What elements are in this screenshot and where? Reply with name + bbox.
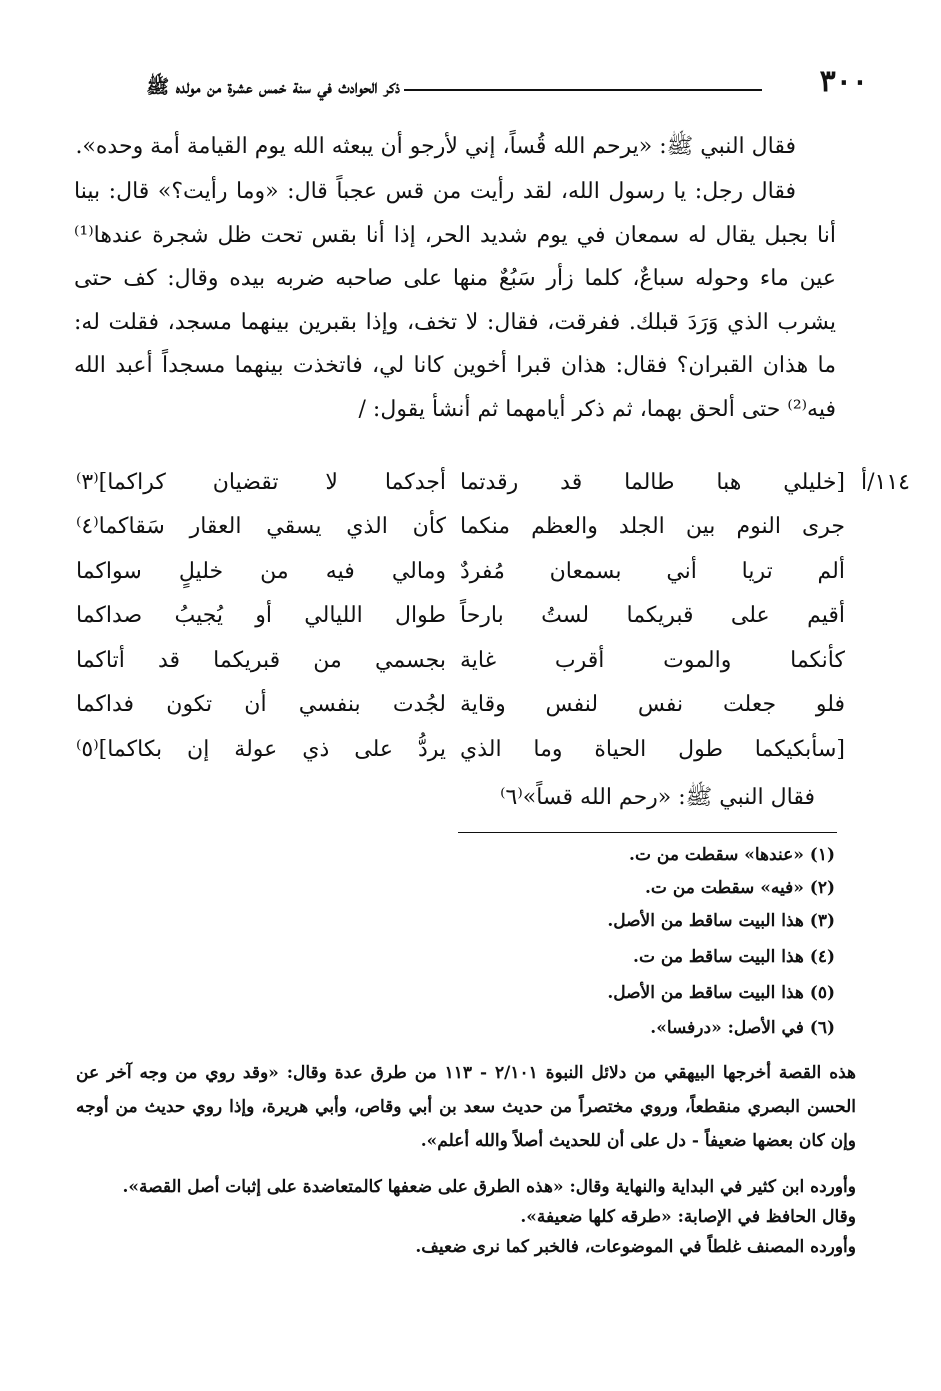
commentary-notes	[76, 1172, 856, 1262]
commentary-line-2: وأورده ابن كثير في البداية والنهاية وقال: «هذه الطرق على ضعفها كالمتعاضدة على إثبات أصل القصة».	[122, 1177, 856, 1197]
verse-6-first-hemistich: فلو جعلت نفس لنفس وقاية	[460, 692, 845, 717]
poem-closing-line: فقال النبي ﷺ: «رحم الله قساً»⁽٦⁾	[500, 785, 815, 810]
footnote-rule	[458, 832, 837, 833]
verse-3-first-hemistich: ألم تريا أني بسمعان مُفردٌ	[460, 559, 845, 584]
verse-4-first-hemistich: أقيم على قبريكما لستُ بارحاً	[460, 603, 845, 628]
folio-marker: ١١٤/أ	[861, 470, 910, 495]
footnote-3: (٣) هذا البيت ساقط من الأصل.	[607, 911, 835, 931]
verse-5-first-hemistich: كأنكما والموت أقرب غاية	[460, 648, 845, 673]
verse-1-second-hemistich: أجدكما لا تقضيان كراكما]⁽٣⁾	[76, 470, 446, 495]
commentary-line-3: وقال الحافظ في الإصابة: «طرقه كلها ضعيفة».	[520, 1207, 856, 1227]
verse-6-second-hemistich: لجُدت بنفسي أن تكون فداكما	[76, 692, 446, 717]
header-rule	[404, 89, 762, 91]
paragraph-2: فقال رجل: يا رسول الله، لقد رأيت من قس عجباً قال: «وما رأيت؟» قال: بينا أنا بجبل يقال له سمعان في يوم شديد الحر، إذا أنا بقس تحت ظل شجرة عندها⁽¹⁾ عين ماء وحوله سباعٌ، كلما زأر سَبُعٌ منها على صاحبه ضربه بيده وقال: كف حتى يشرب الذي وَرَدَ قبلك. ففرقت، فقال: لا تخف، وإذا بقبرين بينهما مسجد، فقلت له: ما هذان القبران؟ فقال: هذان قبرا أخوين كانا لي، فاتخذت بينهما مسجداً أعبد الله فيه⁽²⁾ حتى ألحق بهما، ثم ذكر أيامهما ثم أنشأ يقول: /	[74, 179, 836, 422]
verse-7-second-hemistich: يردُّ على ذي عولة إن بكاكما]⁽٥⁾	[76, 737, 446, 762]
paragraph-1: فقال النبي ﷺ: «يرحم الله قُساً، إني لأرجو أن يبعثه الله يوم القيامة أمة وحده».	[75, 134, 796, 159]
running-title: ذكر الحوادث في سنة خمس عشرة من مولده ﷺ	[146, 76, 400, 98]
footnote-6: (٦) في الأصل: «درفسا».	[650, 1018, 835, 1038]
footnote-2: (٢) «فيه» سقطت من ت.	[645, 878, 835, 898]
commentary-line-4: وأورده المصنف غلطاً في الموضوعات، فالخبر كما نرى ضعيف.	[415, 1237, 856, 1257]
verse-3-second-hemistich: ومالي فيه من خليلٍ سواكما	[76, 559, 446, 584]
footnote-1: (١) «عندها» سقطت من ت.	[629, 845, 835, 865]
main-text	[74, 124, 836, 431]
verse-2-second-hemistich: كأن الذي يسقي العقار سَقاكما⁽٤⁾	[76, 514, 446, 539]
footnote-5: (٥) هذا البيت ساقط من الأصل.	[607, 983, 835, 1003]
verse-7-first-hemistich: [سأبكيكما طول الحياة وما الذي	[460, 737, 845, 762]
verse-1-first-hemistich: [خليلي هبا طالما قد رقدتما	[460, 470, 845, 495]
verse-2-first-hemistich: جرى النوم بين الجلد والعظم منكما	[460, 514, 845, 539]
commentary-paragraph: هذه القصة أخرجها البيهقي من دلائل النبوة ٢/١٠١ - ١١٣ من طرق عدة وقال: «وقد روي من وجه آخر عن الحسن البصري منقطعاً، وروي مختصراً من حديث سعد بن أبي وقاص، وأبي هريرة، وإذا روي حديث من أوجه وإن كان بعضها ضعيفاً - دل على أن للحديث أصلاً والله أعلم».	[76, 1063, 856, 1151]
page-number: ٣٠٠	[819, 64, 868, 99]
verse-5-second-hemistich: بجسمي من قبريكما قد أتاكما	[76, 648, 446, 673]
verse-4-second-hemistich: طوال الليالي أو يُجيبُ صداكما	[76, 603, 446, 628]
footnote-4: (٤) هذا البيت ساقط من ت.	[633, 947, 835, 967]
